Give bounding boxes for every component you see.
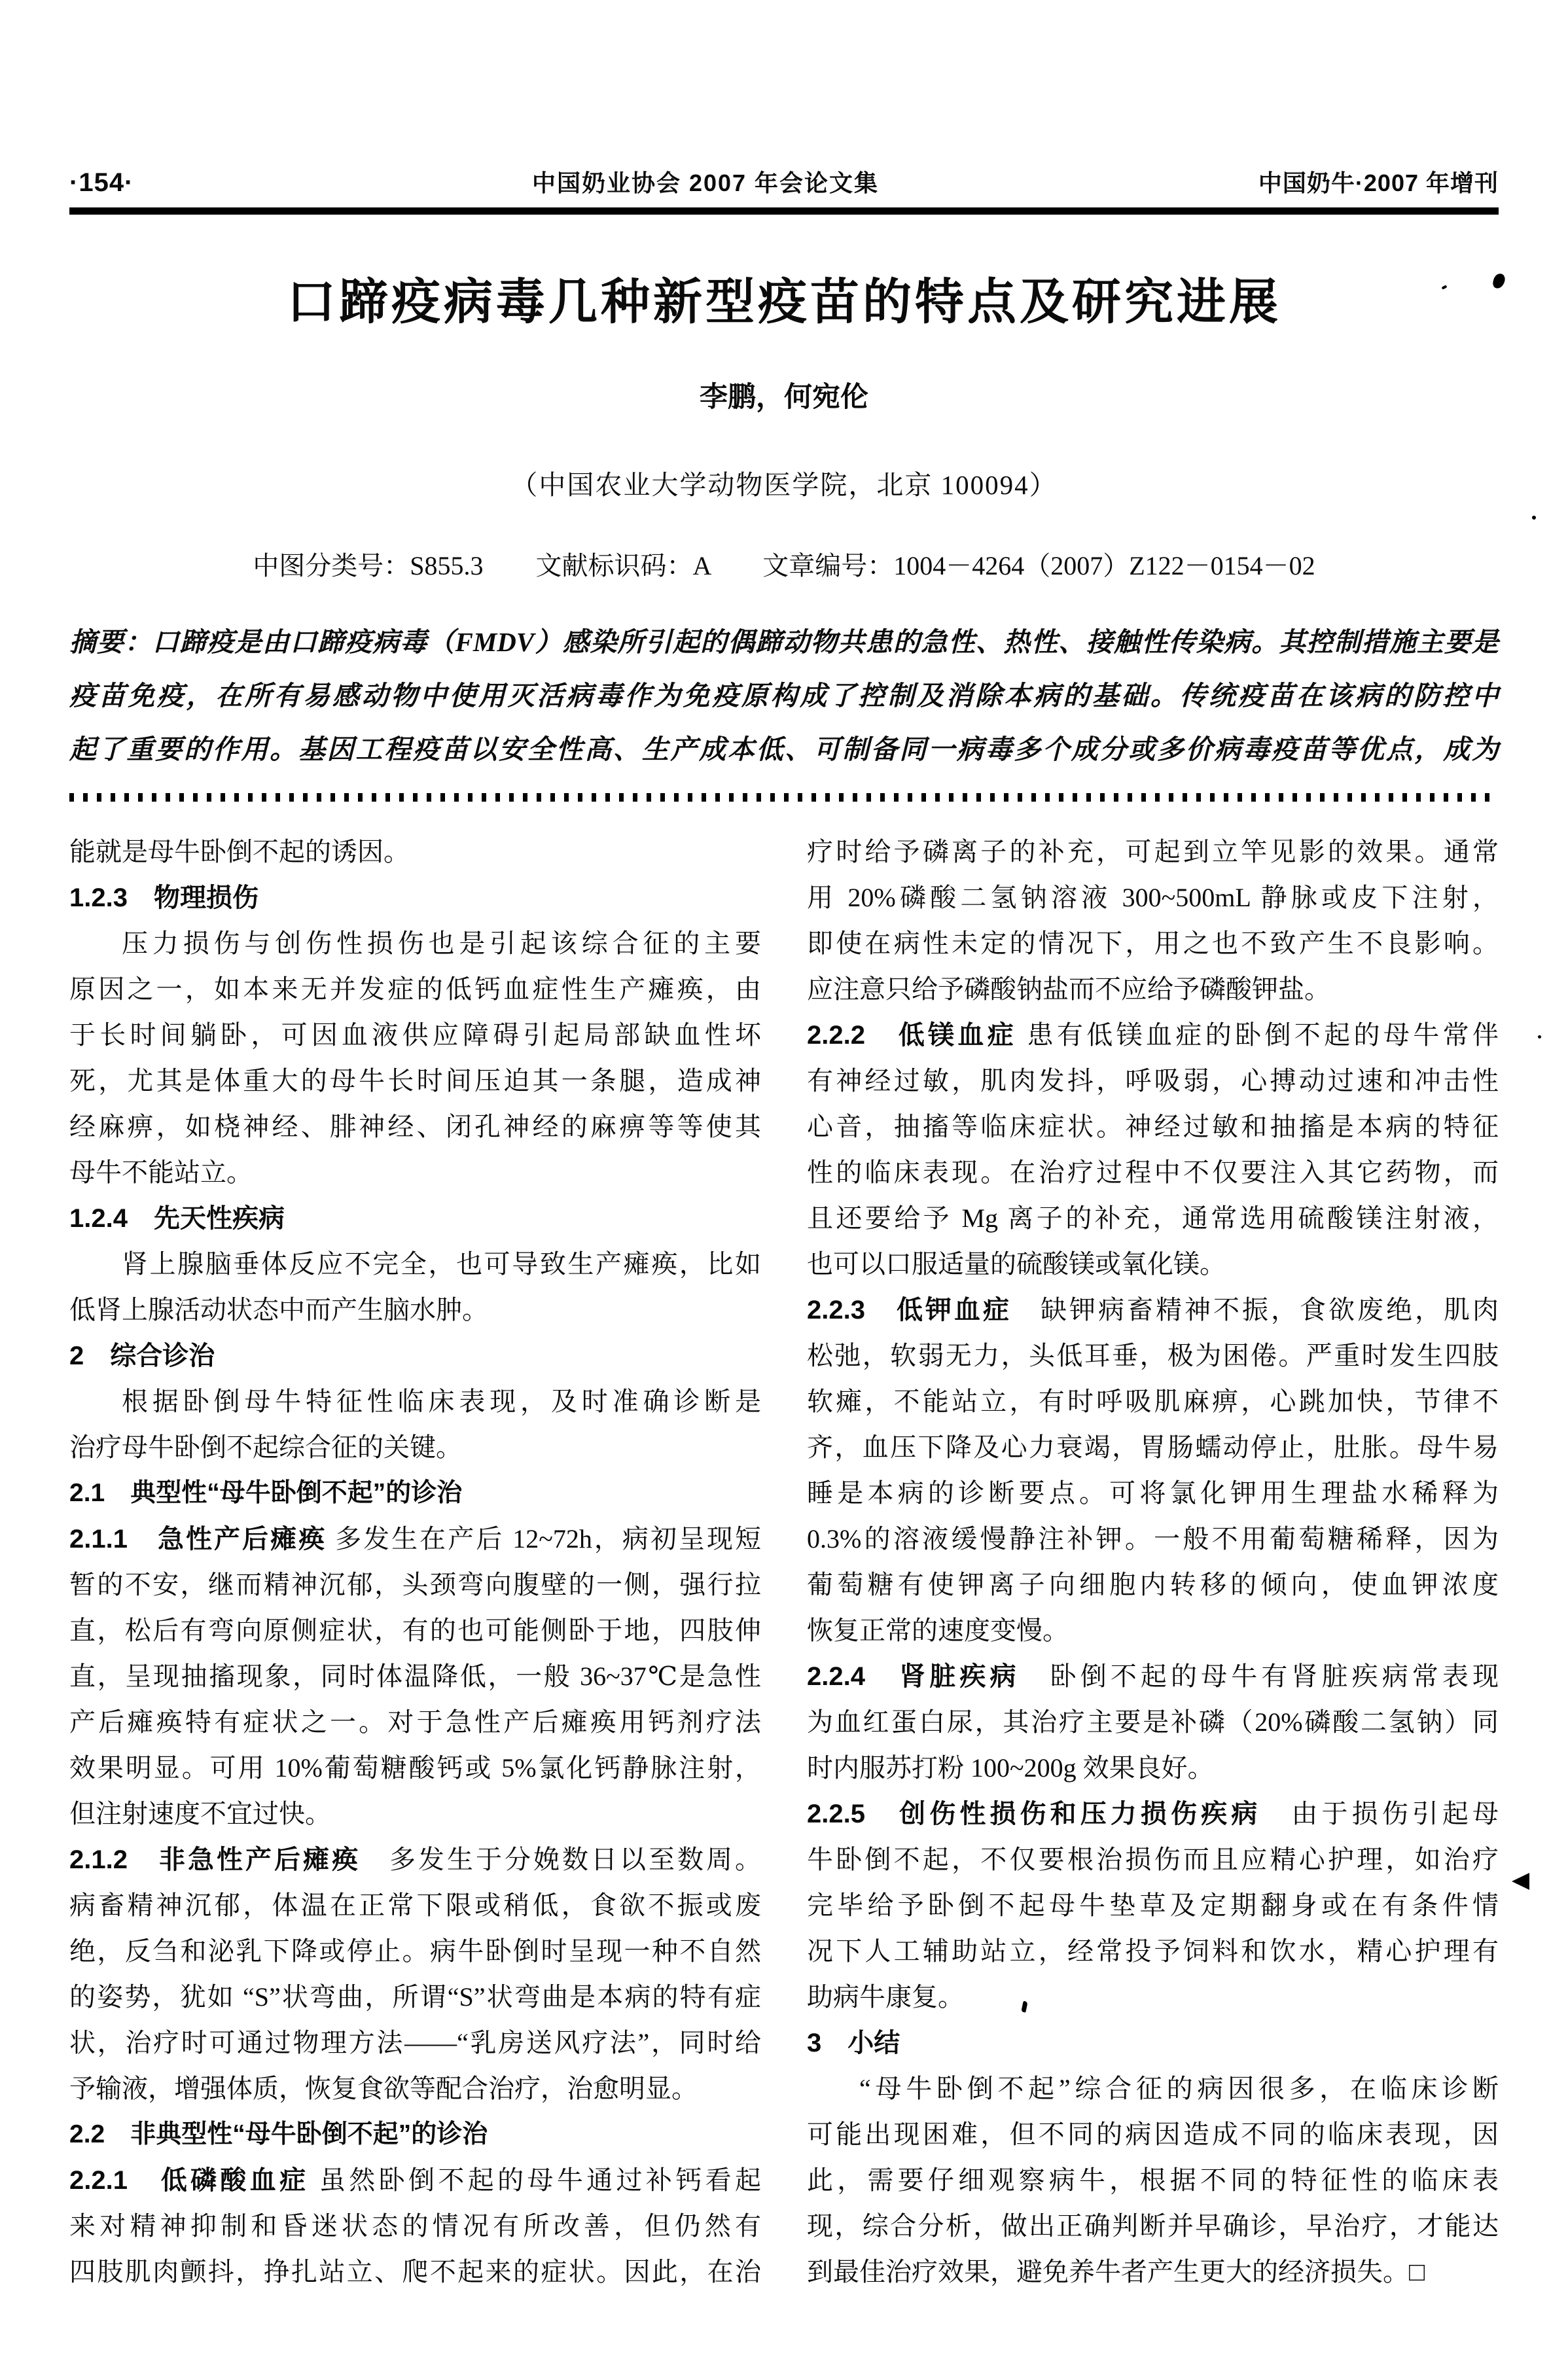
text-line: 低肾上腺活动状态中而产生脑水肿。 — [69, 1295, 488, 1324]
text-line: 2.2.1 低磷酸血症 虽然卧倒不起的母牛通过补钙看起 — [69, 2165, 762, 2195]
text-line: 且还要给予 Mg 离子的补充，通常选用硫酸镁注射液， — [807, 1203, 1499, 1233]
text-line: 予输液，增强体质，恢复食欲等配合治疗，治愈明显。 — [69, 2074, 698, 2103]
text-line: “母牛卧倒不起”综合征的病因很多，在临床诊断 — [859, 2074, 1499, 2103]
left-column — [69, 829, 761, 2295]
text-line: 现，综合分析，做出正确判断并早确诊，早治疗，才能达 — [807, 2211, 1499, 2241]
scan-artifact — [1532, 516, 1536, 520]
text-line: 可能出现困难，但不同的病因造成不同的临床表现，因 — [807, 2120, 1499, 2149]
text-line: 2.2.2 低镁血症 患有低镁血症的卧倒不起的母牛常伴 — [807, 1020, 1499, 1050]
text-line: 疫苗免疫，在所有易感动物中使用灭活病毒作为免疫原构成了控制及消除本病的基础。传统疫苗在该病的防控中 — [69, 681, 1499, 711]
text-line: 经麻痹，如桡神经、腓神经、闭孔神经的麻痹等等使其 — [69, 1112, 761, 1141]
text-line: 齐，血压下降及心力衰竭，胃肠蠕动停止，肚胀。母牛易 — [807, 1432, 1499, 1462]
scan-artifact — [1512, 1873, 1529, 1890]
text-line: 四肢肌肉颤抖，挣扎站立、爬不起来的症状。因此，在治 — [69, 2257, 761, 2286]
text-line: 况下人工辅助站立，经常投予饲料和饮水，精心护理有 — [807, 1936, 1499, 1966]
text-line: 于长时间躺卧，可因血液供应障碍引起局部缺血性坏 — [69, 1020, 761, 1050]
page-number: ·154· — [69, 168, 134, 197]
text-line: 起了重要的作用。基因工程疫苗以安全性高、生产成本低、可制备同一病毒多个成分或多价病毒疫苗等优点，成为 — [69, 734, 1499, 764]
text-line: 到最佳治疗效果，避免养牛者产生更大的经济损失。□ — [807, 2257, 1425, 2286]
scan-artifact — [1538, 1035, 1541, 1039]
text-line: 有神经过敏，肌肉发抖，呼吸弱，心搏动过速和冲击性 — [807, 1066, 1499, 1095]
text-line: 完毕给予卧倒不起母牛垫草及定期翻身或在有条件情 — [807, 1891, 1499, 1920]
paper-title: 口蹄疫病毒几种新型疫苗的特点及研究进展 — [286, 275, 1281, 330]
text-line: 牛卧倒不起，不仅要根治损伤而且应精心护理，如治疗 — [807, 1845, 1499, 1874]
text-line: 睡是本病的诊断要点。可将氯化钾用生理盐水稀释为 — [807, 1478, 1499, 1508]
text-line: 暂的不安，继而精神沉郁，头颈弯向腹壁的一侧，强行拉 — [69, 1570, 761, 1599]
text-line: 但注射速度不宜过快。 — [69, 1799, 331, 1828]
text-line: 绝，反刍和泌乳下降或停止。病牛卧倒时呈现一种不自然 — [69, 1936, 761, 1966]
text-line: 母牛不能站立。 — [69, 1158, 253, 1187]
run-in-heading: 2.1 典型性“母牛卧倒不起”的诊治 — [69, 1479, 463, 1507]
text-line: 肾上腺脑垂体反应不完全，也可导致生产瘫痪，比如 — [122, 1249, 761, 1279]
text-line: 为血红蛋白尿，其治疗主要是补磷（20%磷酸二氢钠）同 — [807, 1707, 1499, 1737]
text-line: 时内服苏打粉 100~200g 效果良好。 — [807, 1753, 1214, 1783]
text-line: 应注意只给予磷酸钠盐而不应给予磷酸钾盐。 — [807, 974, 1330, 1004]
text-line: 直，呈现抽搐现象，同时体温降低，一般 36~37℃是急性 — [69, 1661, 761, 1691]
run-in-heading: 2.2.1 低磷酸血症 — [69, 2166, 310, 2195]
text-line: 病畜精神沉郁，体温在正常下限或稍低，食欲不振或废 — [69, 1891, 761, 1920]
journal-issue-label: 中国奶牛·2007 年增刊 — [1258, 169, 1499, 196]
running-header — [69, 165, 1499, 198]
text-line: 来对精神抑制和昏迷状态的情况有所改善，但仍然有 — [69, 2211, 761, 2241]
section-heading — [69, 875, 761, 921]
text-line: 摘要：口蹄疫是由口蹄疫病毒（FMDV）感染所引起的偶蹄动物共患的急性、热性、接触性传染病。其控制措施主要是 — [69, 627, 1499, 657]
run-in-heading: 3 小结 — [807, 2029, 900, 2057]
text-line: 2.1.2 非急性产后瘫痪 多发生于分娩数日以至数周。 — [69, 1845, 762, 1874]
run-in-heading: 2.2.5 创伤性损伤和压力损伤疾病 — [807, 1800, 1262, 1828]
run-in-heading: 2.1.1 急性产后瘫痪 — [69, 1525, 327, 1554]
text-line: 治疗母牛卧倒不起综合征的关键。 — [69, 1432, 462, 1462]
run-in-heading: 1.2.4 先天性疾病 — [69, 1204, 285, 1233]
text-line: 疗时给予磷离子的补充，可起到立竿见影的效果。通常 — [807, 837, 1499, 866]
text-line: 的姿势，犹如 “S”状弯曲，所谓“S”状弯曲是本病的特有症 — [69, 1982, 761, 2012]
text-line: 0.3%的溶液缓慢静注补钾。一般不用葡萄糖稀释，因为 — [807, 1524, 1499, 1554]
section-heading — [69, 2112, 761, 2158]
text-line: 也可以口服适量的硫酸镁或氧化镁。 — [807, 1249, 1226, 1279]
text-line: 心音，抽搐等临床症状。神经过敏和抽搐是本病的特征 — [807, 1112, 1499, 1141]
section-heading — [69, 1333, 761, 1379]
run-in-heading: 2.2.3 低钾血症 — [807, 1296, 1012, 1324]
text-line: 原因之一，如本来无并发症的低钙血症性生产瘫痪，由 — [69, 974, 761, 1004]
text-line: 此，需要仔细观察病牛，根据不同的特征性的临床表 — [807, 2165, 1499, 2195]
text-line: 软瘫，不能站立，有时呼吸肌麻痹，心跳加快，节律不 — [807, 1387, 1499, 1416]
text-line: 直，松后有弯向原侧症状，有的也可能侧卧于地，四肢伸 — [69, 1616, 761, 1645]
proceedings-title: 中国奶业协会 2007 年会论文集 — [531, 169, 880, 196]
right-column — [807, 829, 1499, 2295]
affiliation: （中国农业大学动物医学院，北京 100094） — [510, 470, 1058, 500]
text-line: 2.2.4 肾脏疾病 卧倒不起的母牛有肾脏疾病常表现 — [807, 1661, 1499, 1691]
section-heading — [69, 1196, 761, 1241]
authors: 李鹏，何宛伦 — [700, 382, 868, 413]
text-line: 恢复正常的速度变慢。 — [807, 1616, 1069, 1645]
run-in-heading: 2 综合诊治 — [69, 1341, 215, 1370]
classification-meta-line: 中图分类号：S855.3 文献标识码：A 文章编号：1004－4264（2007）Z122－0154－02 — [253, 551, 1315, 580]
body-columns — [69, 829, 1499, 2295]
text-line: 2.2.5 创伤性损伤和压力损伤疾病 由于损伤引起母 — [807, 1799, 1499, 1828]
text-line: 葡萄糖有使钾离子向细胞内转移的倾向，使血钾浓度 — [807, 1570, 1499, 1599]
run-in-heading: 2.2.4 肾脏疾病 — [807, 1662, 1020, 1691]
run-in-heading: 2.2.2 低镁血症 — [807, 1021, 1018, 1050]
text-line: 状，治疗时可通过物理方法——“乳房送风疗法”，同时给 — [69, 2028, 761, 2057]
section-heading — [69, 1470, 761, 1516]
text-line: 产后瘫痪特有症状之一。对于急性产后瘫痪用钙剂疗法 — [69, 1707, 761, 1737]
abstract — [69, 615, 1499, 776]
text-line: 2.2.3 低钾血症 缺钾病畜精神不振，食欲废绝，肌肉 — [807, 1295, 1499, 1324]
text-line: 根据卧倒母牛特征性临床表现，及时准确诊断是 — [122, 1387, 761, 1416]
text-line: 性的临床表现。在治疗过程中不仅要注入其它药物，而 — [807, 1158, 1499, 1187]
header-rule — [69, 207, 1499, 215]
dotted-divider — [69, 793, 1499, 802]
text-line: 助病牛康复。 — [807, 1982, 964, 2012]
text-line: 即使在病性未定的情况下，用之也不致产生不良影响。 — [807, 929, 1499, 958]
text-line: 能就是母牛卧倒不起的诱因。 — [69, 837, 410, 866]
section-heading — [807, 2020, 1499, 2066]
text-line: 死，尤其是体重大的母牛长时间压迫其一条腿，造成神 — [69, 1066, 761, 1095]
text-line: 效果明显。可用 10%葡萄糖酸钙或 5%氯化钙静脉注射， — [69, 1753, 761, 1783]
run-in-heading: 2.1.2 非急性产后瘫痪 — [69, 1845, 361, 1874]
text-line: 压力损伤与创伤性损伤也是引起该综合征的主要 — [122, 929, 761, 958]
text-line: 松弛，软弱无力，头低耳垂，极为困倦。严重时发生四肢 — [807, 1341, 1499, 1370]
run-in-heading: 1.2.3 物理损伤 — [69, 883, 258, 912]
text-line: 用 20%磷酸二氢钠溶液 300~500mL 静脉或皮下注射， — [807, 883, 1499, 912]
run-in-heading: 2.2 非典型性“母牛卧倒不起”的诊治 — [69, 2120, 488, 2148]
text-line: 2.1.1 急性产后瘫痪 多发生在产后 12~72h，病初呈现短 — [69, 1524, 761, 1554]
